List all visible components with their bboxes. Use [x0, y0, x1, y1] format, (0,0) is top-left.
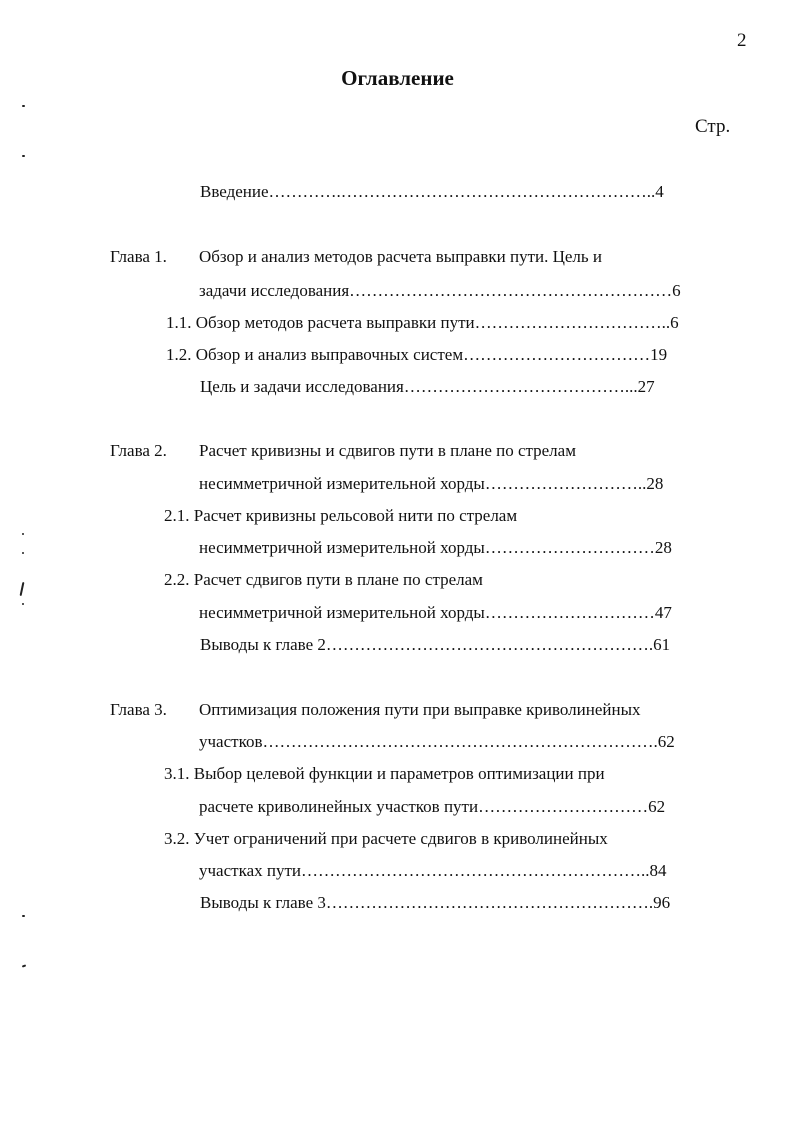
chapter-2-title: Расчет кривизны и сдвигов пути в плане по стрелам	[199, 441, 576, 460]
scan-mark	[22, 603, 24, 605]
scan-mark	[22, 155, 25, 157]
page-column-label: Стр.	[695, 116, 731, 137]
chapter-2-title-cont: несимметричной измерительной хорды………………………..28	[199, 474, 664, 493]
section-2-1-cont: несимметричной измерительной хорды…………………………28	[199, 538, 672, 557]
scan-mark	[22, 964, 26, 967]
section-3-1-cont: расчете криволинейных участков пути…………………………62	[199, 797, 666, 816]
section-2-2-cont: несимметричной измерительной хорды…………………………47	[199, 603, 672, 622]
scan-mark	[22, 915, 25, 917]
chapter-3-label: Глава 3.	[110, 700, 167, 719]
section-3-1: 3.1. Выбор целевой функции и параметров оптимизации при	[164, 764, 605, 783]
chapter-3-title-cont: участков…………………………………………………………….62	[199, 732, 675, 751]
scan-mark	[22, 533, 24, 535]
scan-mark	[22, 105, 25, 107]
scan-mark	[22, 552, 24, 554]
chapter-1-title: Обзор и анализ методов расчета выправки пути. Цель и	[199, 247, 603, 266]
chapter-1-label: Глава 1.	[110, 247, 167, 266]
chapter-3-title: Оптимизация положения пути при выправке криволинейных	[199, 700, 641, 719]
section-2-2: 2.2. Расчет сдвигов пути в плане по стрелам	[164, 570, 483, 589]
section-2-1: 2.1. Расчет кривизны рельсовой нити по стрелам	[164, 506, 518, 525]
toc-intro: Введение………….………………………………………………..4	[200, 182, 664, 201]
section-3-2-cont: участках пути……………………………………………………..84	[199, 861, 667, 880]
section-3-2: 3.2. Учет ограничений при расчете сдвигов в криволинейных	[164, 829, 608, 848]
section-1-1: 1.1. Обзор методов расчета выправки пути……………………………..6	[166, 313, 679, 332]
chapter-3-conclusions: Выводы к главе 3………………………………………………….96	[200, 893, 671, 912]
page-number: 2	[737, 30, 747, 51]
scan-mark	[20, 582, 25, 596]
chapter-2-conclusions: Выводы к главе 2………………………………………………….61	[200, 635, 671, 654]
chapter-2-label: Глава 2.	[110, 441, 167, 460]
section-1-2: 1.2. Обзор и анализ выправочных систем……………………………19	[166, 345, 668, 364]
chapter-1-title-cont: задачи исследования…………………………………………………6	[199, 281, 681, 300]
page-title: Оглавление	[341, 66, 454, 90]
chapter-1-goal: Цель и задачи исследования…………………………………...27	[200, 377, 655, 396]
